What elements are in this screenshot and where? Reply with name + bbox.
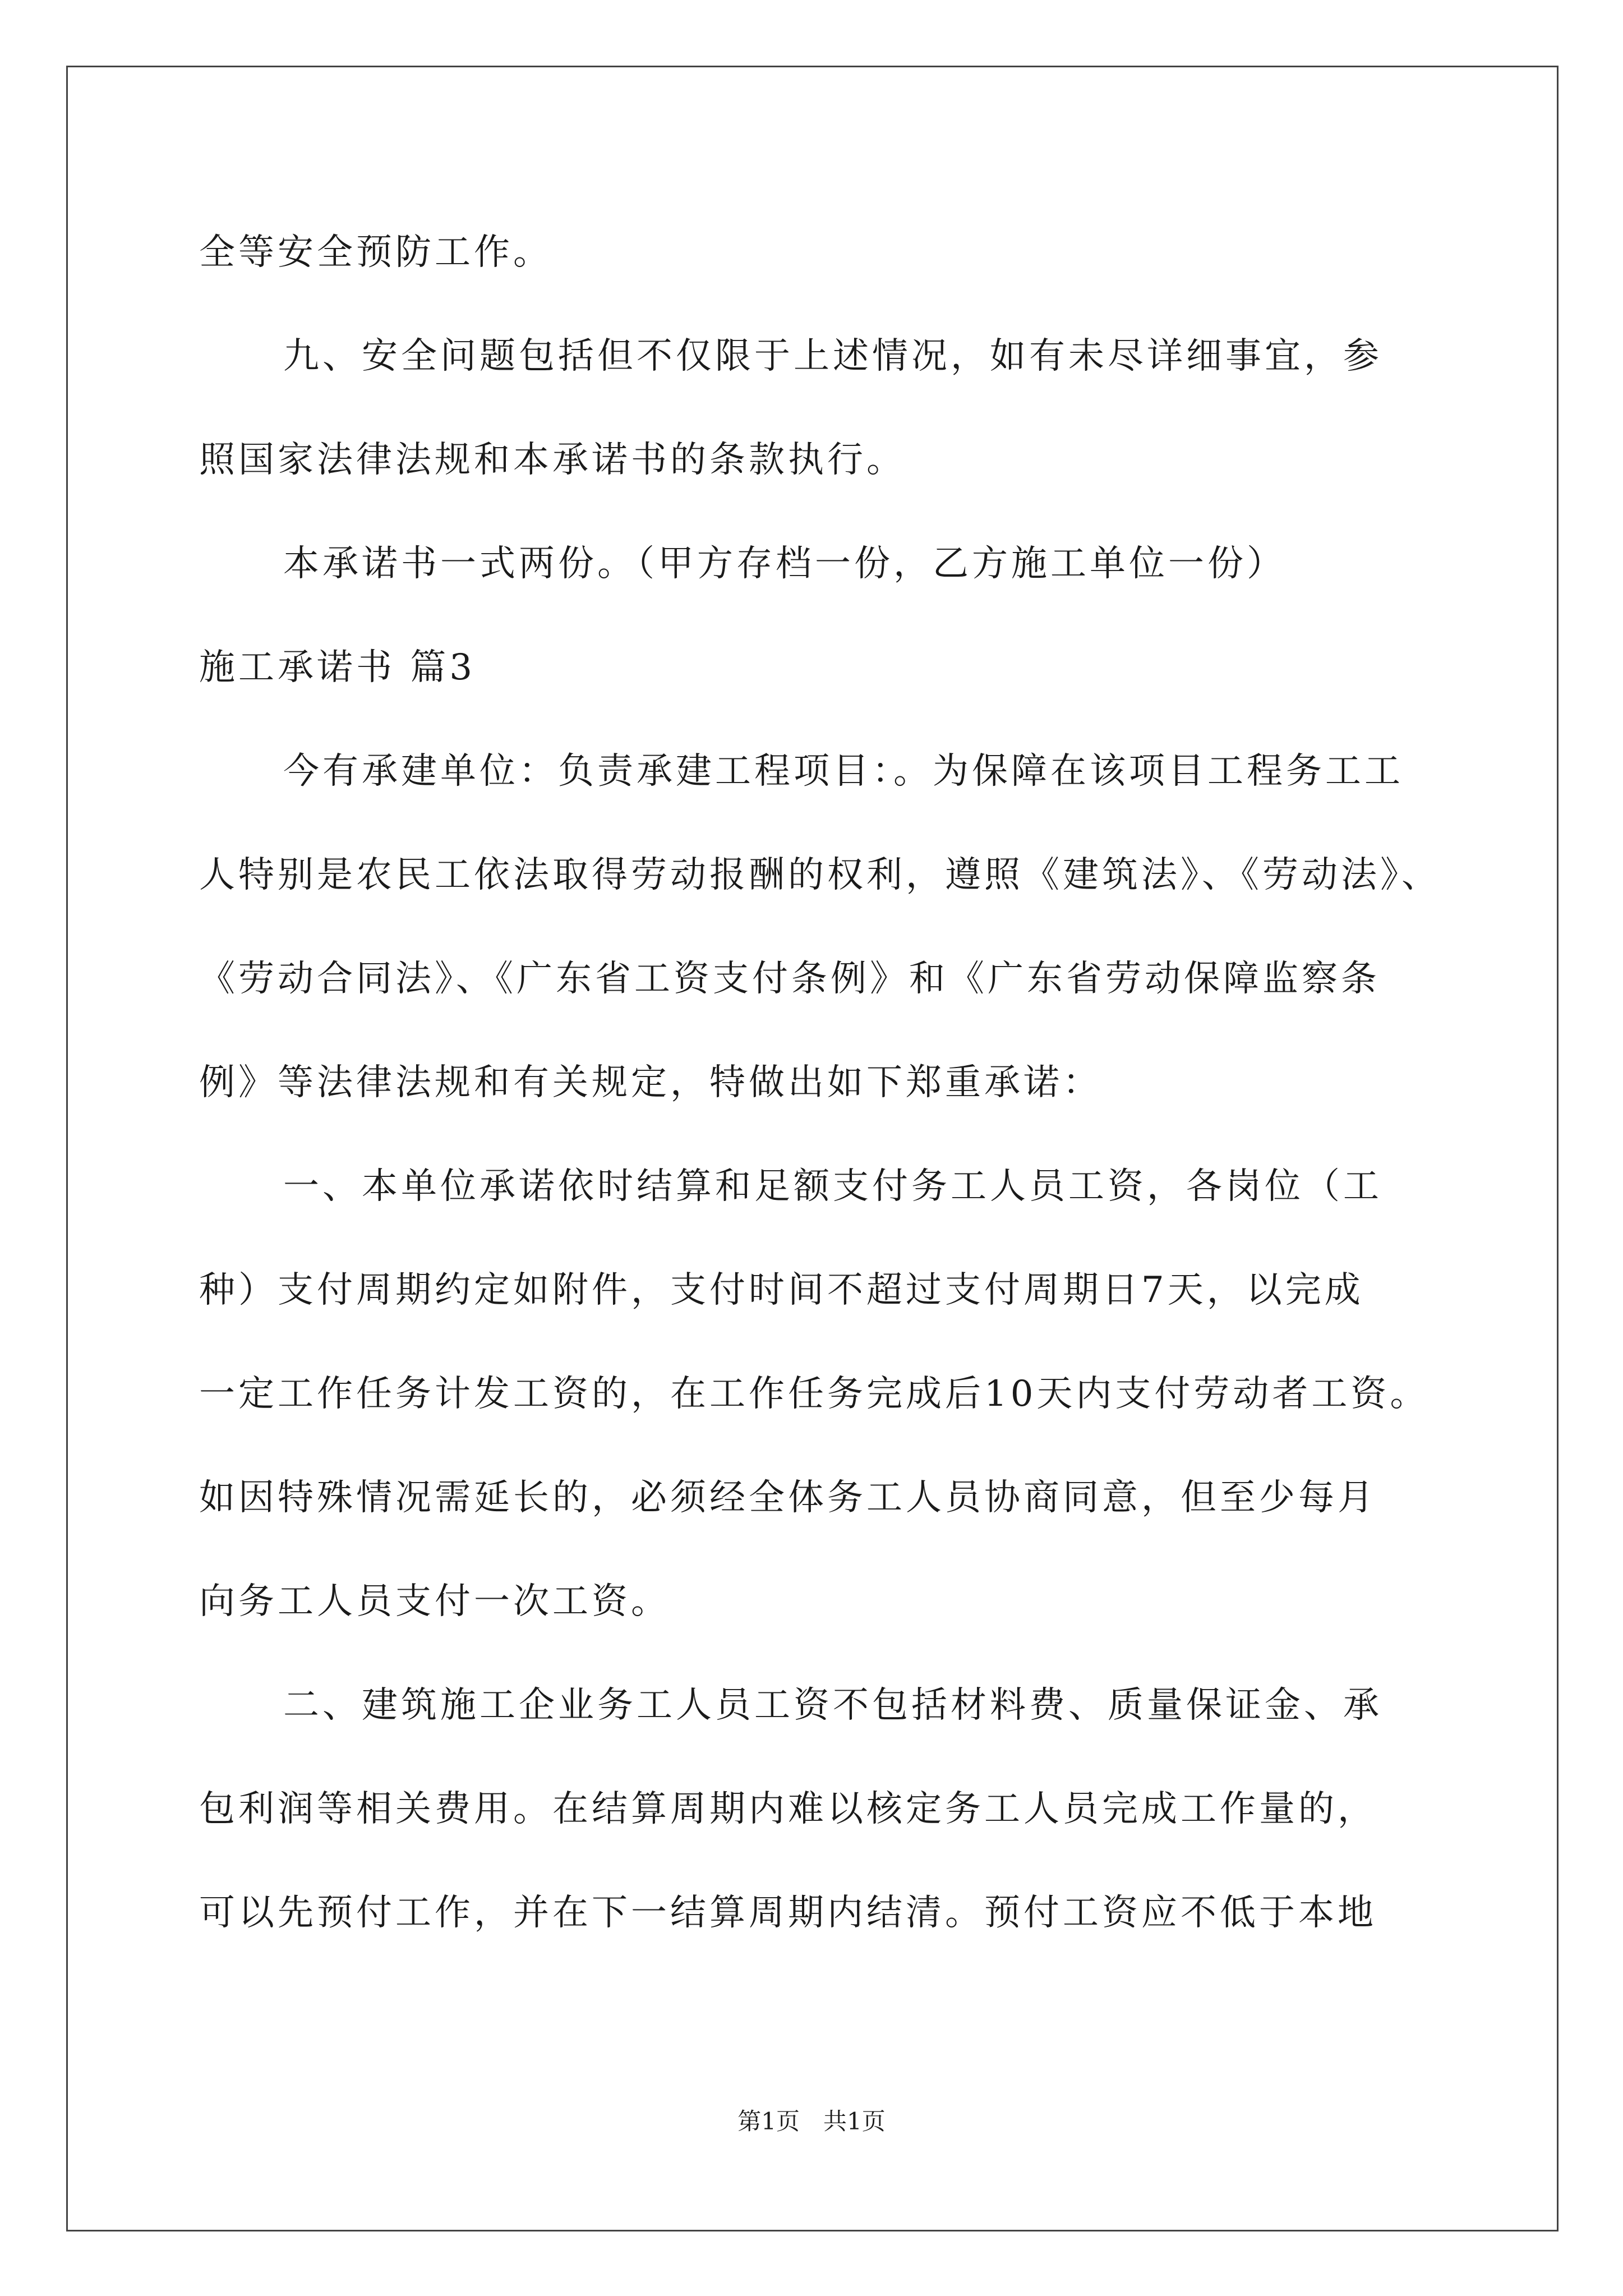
text-line: 一定工作任务计发工资的，在工作任务完成后10天内支付劳动者工资。 [199,1373,1430,1415]
text-line: 例》等法律法规和有关规定，特做出如下郑重承诺： [199,1062,1102,1103]
text-line: 照国家法律法规和本承诺书的条款执行。 [199,439,906,481]
page-number: 第1页 共1页 [737,2108,886,2135]
text-line: 今有承建单位：负责承建工程项目：。为保障在该项目工程务工工 [283,751,1404,792]
section-heading: 施工承诺书 篇3 [199,647,476,688]
text-line: 本承诺书一式两份。（甲方存档一份，乙方施工单位一份） [283,543,1286,585]
text-line: 包利润等相关费用。在结算周期内难以核定务工人员完成工作量的， [199,1788,1377,1830]
text-line: 一、本单位承诺依时结算和足额支付务工人员工资，各岗位（工 [283,1166,1382,1207]
text-line: 可以先预付工作，并在下一结算周期内结清。预付工资应不低于本地 [199,1892,1377,1934]
text-line: 二、建筑施工企业务工人员工资不包括材料费、质量保证金、承 [283,1685,1382,1726]
text-line: 如因特殊情况需延长的，必须经全体务工人员协商同意，但至少每月 [199,1477,1377,1519]
text-line: 向务工人员支付一次工资。 [199,1581,670,1622]
text-line: 种）支付周期约定如附件，支付时间不超过支付周期日7天，以完成 [199,1269,1364,1311]
text-line: 人特别是农民工依法取得劳动报酬的权利，遵照《建筑法》、《劳动法》、 [199,854,1441,896]
text-line: 九、安全问题包括但不仅限于上述情况，如有未尽详细事宜，参 [283,335,1382,377]
text-line: 全等安全预防工作。 [199,232,552,273]
text-line: 《劳动合同法》、《广东省工资支付条例》和《广东省劳动保障监察条 [199,958,1380,1000]
